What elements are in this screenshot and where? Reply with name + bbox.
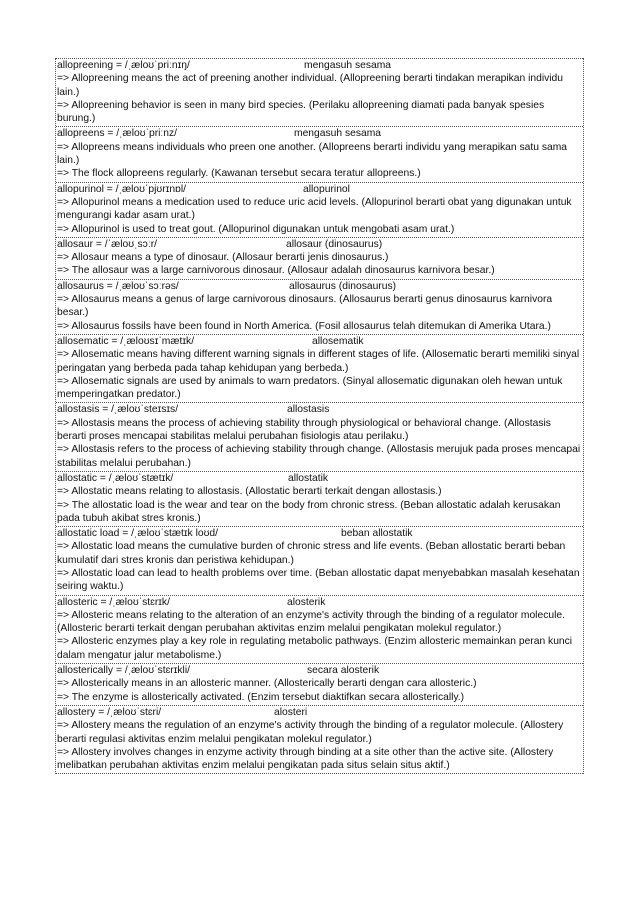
entry-term: allosaurus = /ˌæloʊˈsɔːrəs/ xyxy=(57,280,179,292)
entry-translation: secara alosterik xyxy=(307,665,380,677)
entry-translation: allosaurus (dinosaurus) xyxy=(289,280,397,292)
entry-translation: allostasis xyxy=(287,404,330,416)
entry-term: allostatic load = /ˌæloʊˈstætɪk loʊd/ xyxy=(57,528,219,540)
dictionary-entry xyxy=(56,705,583,774)
entry-term: allostasis = /ˌæloʊˈsteɪsɪs/ xyxy=(57,404,179,416)
example-sentence: => Allostery involves changes in enzyme activity through binding at a site other than the active site. (Allostery melibatkan perubahan aktivitas enzim melalui pengikatan pada situs selain situs aktif.) xyxy=(57,746,554,772)
entry-translation: allosaur (dinosaurus) xyxy=(286,238,383,250)
entry-headline xyxy=(57,183,582,196)
example-sentence: => Allosematic means having different warning signals in different stages of life. (Allosematic berarti memiliki sinyal peringatan yang berbeda pada tahap kehidupan yang berbeda.) xyxy=(57,349,580,374)
example-sentence: => Allopreens means individuals who preen one another. (Allopreens berarti individu yang merapikan satu sama lain.) xyxy=(57,141,568,167)
example-sentence: => Allosaurus means a genus of large carnivorous dinosaurs. (Allosaurus berarti genus dinosaurus karnivora besar.) xyxy=(57,294,553,319)
entry-translation: alosterik xyxy=(287,596,326,608)
example-sentence: => Allosaurus fossils have been found in North America. (Fosil allosaurus telah ditemukan di Amerika Utara.) xyxy=(57,320,551,332)
entry-translation: allosematik xyxy=(312,335,364,347)
entry-headline xyxy=(57,59,582,72)
example-sentence: => The enzyme is allosterically activated. (Enzim tersebut diaktifkan secara allosterically.) xyxy=(57,691,465,703)
entry-term: allostatic = /ˌæloʊˈstætɪk/ xyxy=(57,472,174,484)
entry-translation: mengasuh sesama xyxy=(304,60,392,71)
example-sentence: => Allostatic means relating to allostasis. (Allostatic berarti terkait dengan allostasis.) xyxy=(57,486,442,498)
dictionary-entry xyxy=(56,182,583,237)
entry-term: allopreens = /ˌæloʊˈpriːnz/ xyxy=(57,128,178,140)
entry-headline xyxy=(57,664,582,677)
example-sentence: => Allosteric means relating to the alteration of an enzyme's activity through the binding of a regulator molecule. (Allosteric berarti terkait dengan perubahan aktivitas enzim melalui pengikatan molekul regulator.) xyxy=(57,609,565,635)
entry-headline xyxy=(57,335,582,348)
example-sentence: => Allostatic load means the cumulative burden of chronic stress and life events. (Beban allostatic berarti beban kumulatif dari stres kronis dan peristiwa kehidupan.) xyxy=(57,541,566,566)
example-sentence: => Allostasis refers to the process of achieving stability through change. (Allostasis merujuk pada proses mencapai stabilitas melalui perubahan.) xyxy=(57,444,581,469)
dictionary-entry xyxy=(56,237,583,279)
entry-translation: alosteri xyxy=(274,706,308,718)
entry-translation: allopurinol xyxy=(303,183,350,195)
entry-translation: mengasuh sesama xyxy=(294,128,382,140)
entry-term: allosterically = /ˌæloʊˈstɛrɪkli/ xyxy=(57,665,190,677)
example-sentence: => Allosterically means in an allosteric manner. (Allosterically berarti dengan cara allosteric.) xyxy=(57,678,477,690)
entry-term: allosteric = /ˌæloʊˈstɛrɪk/ xyxy=(57,596,170,608)
example-sentence: => Allosteric enzymes play a key role in regulating metabolic pathways. (Enzim allosteric memainkan peran kunci dalam mengatur jalur metabolisme.) xyxy=(57,636,573,661)
entry-term: allopreening = /ˌæloʊˈpriːnɪŋ/ xyxy=(57,60,190,71)
dictionary-entry xyxy=(56,334,583,402)
example-sentence: => Allostasis means the process of achieving stability through physiological or behavioral change. (Allostasis berarti proses mencapai stabilitas melalui perubahan fisiologis atau perilaku.) xyxy=(57,417,551,443)
dictionary-entry xyxy=(56,279,583,334)
example-sentence: => The flock allopreens regularly. (Kawanan tersebut secara teratur allopreens.) xyxy=(57,168,421,180)
dictionary-entries xyxy=(55,58,584,774)
entry-headline xyxy=(57,238,582,251)
dictionary-entry xyxy=(56,663,583,705)
entry-translation: allostatik xyxy=(288,472,329,484)
entry-headline xyxy=(57,403,582,416)
entry-headline xyxy=(57,472,582,485)
entry-term: allostery = /ˌæloʊˈstɛri/ xyxy=(57,706,162,718)
example-sentence: => Allopurinol is used to treat gout. (Allopurinol digunakan untuk mengobati asam urat.) xyxy=(57,223,455,235)
example-sentence: => Allostatic load can lead to health problems over time. (Beban allostatic dapat menyebabkan masalah kesehatan seiring waktu.) xyxy=(57,567,580,593)
entry-headline xyxy=(57,596,582,609)
entry-headline xyxy=(57,127,582,140)
example-sentence: => Allosaur means a type of dinosaur. (Allosaur berarti jenis dinosaurus.) xyxy=(57,252,389,264)
example-sentence: => Allopreening behavior is seen in many bird species. (Perilaku allopreening diamati pada banyak spesies burung.) xyxy=(57,99,545,125)
dictionary-entry xyxy=(56,402,583,470)
dictionary-entry xyxy=(56,58,583,126)
entry-translation: beban allostatik xyxy=(341,528,413,540)
entry-headline xyxy=(57,527,582,540)
example-sentence: => Allosematic signals are used by animals to warn predators. (Sinyal allosematic digunakan oleh hewan untuk memperingatkan predator.) xyxy=(57,375,563,401)
entry-term: allosaur = /ˈæloʊˌsɔːr/ xyxy=(57,238,157,250)
entry-term: allopurinol = /ˌæloʊˈpjʊrɪnɒl/ xyxy=(57,183,186,195)
example-sentence: => The allosaur was a large carnivorous dinosaur. (Allosaur adalah dinosaurus karnivora besar.) xyxy=(57,265,495,277)
dictionary-entry xyxy=(56,126,583,181)
dictionary-entry xyxy=(56,595,583,663)
dictionary-entry xyxy=(56,471,583,526)
entry-term: allosematic = /ˌæloʊsɪˈmætɪk/ xyxy=(57,335,195,347)
dictionary-entry xyxy=(56,526,583,594)
example-sentence: => The allostatic load is the wear and tear on the body from chronic stress. (Beban allostatic adalah kerusakan pada tubuh akibat stres kronis.) xyxy=(57,499,561,524)
example-sentence: => Allopurinol means a medication used to reduce uric acid levels. (Allopurinol berarti obat yang digunakan untuk mengurangi kadar asam urat.) xyxy=(57,196,572,222)
entry-headline xyxy=(57,706,582,719)
entry-headline xyxy=(57,280,582,293)
example-sentence: => Allopreening means the act of preening another individual. (Allopreening berarti tindakan merapikan individu lain.) xyxy=(57,73,564,98)
example-sentence: => Allostery means the regulation of an enzyme's activity through the binding of a regulator molecule. (Allostery berarti regulasi aktivitas enzim melalui pengikatan molekul regulator.) xyxy=(57,720,564,745)
